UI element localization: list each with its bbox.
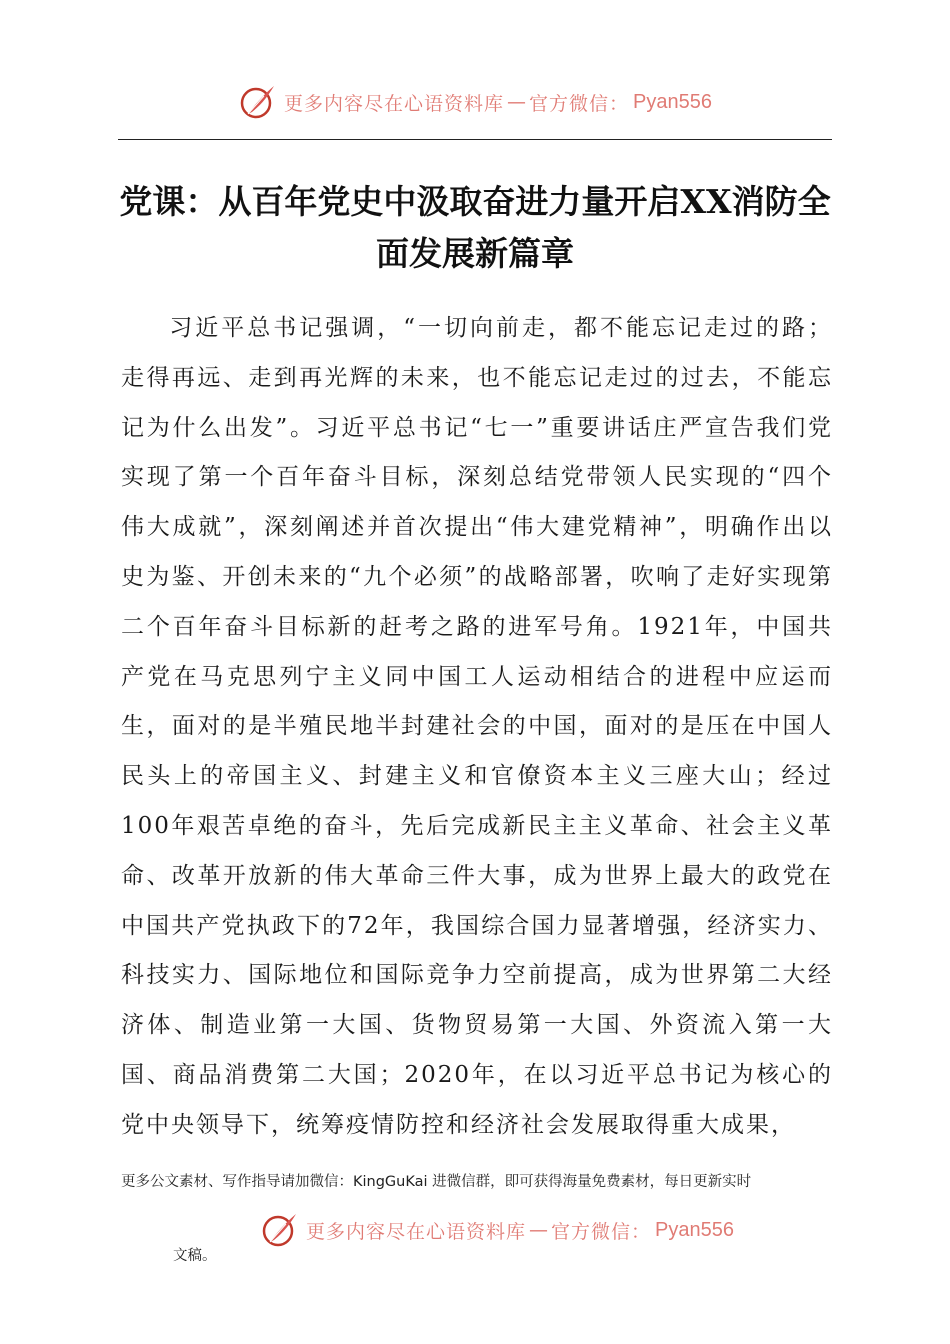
banner-wechat-id: Pyan556 <box>633 90 712 113</box>
body-paragraph: 习近平总书记强调，“一切向前走，都不能忘记走过的路；走得再远、走到再光辉的未来，也不能忘记走过的过去，不能忘记为什么出发”。习近平总书记“七一”重要讲话庄严宣告我们党实现了第一个百年奋斗目标，深刻总结党带领人民实现的“四个伟大成就”，深刻阐述并首次提出“伟大建党精神”，明确作出以史为鉴、开创未来的“九个必须”的战略部署，吹响了走好实现第二个百年奋斗目标新的赶考之路的进军号角。1921年，中国共产党在马克思列宁主义同中国工人运动相结合的进程中应运而生，面对的是半殖民地半封建社会的中国，面对的是压在中国人民头上的帝国主义、封建主义和官僚资本主义三座大山；经过100年艰苦卓绝的奋斗，先后完成新民主主义革命、社会主义革命、改革开放新的伟大革命三件大事，成为世界上最大的政党在中国共产党执政下的72年，我国综合国力显著增强，经济实力、科技实力、国际地位和国际竞争力空前提高，成为世界第二大经济体、制造业第一大国、货物贸易第一大国、外资流入第一大国、商品消费第二大国；2020年，在以习近平总书记为核心的党中央领导下，统筹疫情防控和经济社会发展取得重大成果， <box>121 315 833 1138</box>
document-title: 党课：从百年党史中汲取奋进力量开启XX消防全面发展新篇章 <box>119 182 831 273</box>
feather-pen-logo-icon <box>238 82 278 122</box>
banner-wechat-id: Pyan556 <box>655 1218 734 1241</box>
banner-main-text: 更多内容尽在心语资料库 <box>306 1220 527 1243</box>
footer-note: 更多公文素材、写作指导请加微信：KingGuKai 进微信群，即可获得海量免费素材，每日更新实时 <box>121 1174 752 1190</box>
header-watermark-banner <box>0 80 950 124</box>
feather-pen-logo-icon <box>260 1210 300 1250</box>
banner-main-text: 更多内容尽在心语资料库 <box>284 92 505 115</box>
banner-dash: — <box>507 91 527 113</box>
banner-wechat-label: 官方微信： <box>529 92 630 115</box>
banner-wechat-label: 官方微信： <box>551 1220 652 1243</box>
banner-dash: — <box>529 1219 549 1241</box>
footer-note-continuation: 文稿。 <box>173 1248 217 1264</box>
footer-watermark-banner <box>22 1208 950 1252</box>
header-divider <box>118 139 832 140</box>
